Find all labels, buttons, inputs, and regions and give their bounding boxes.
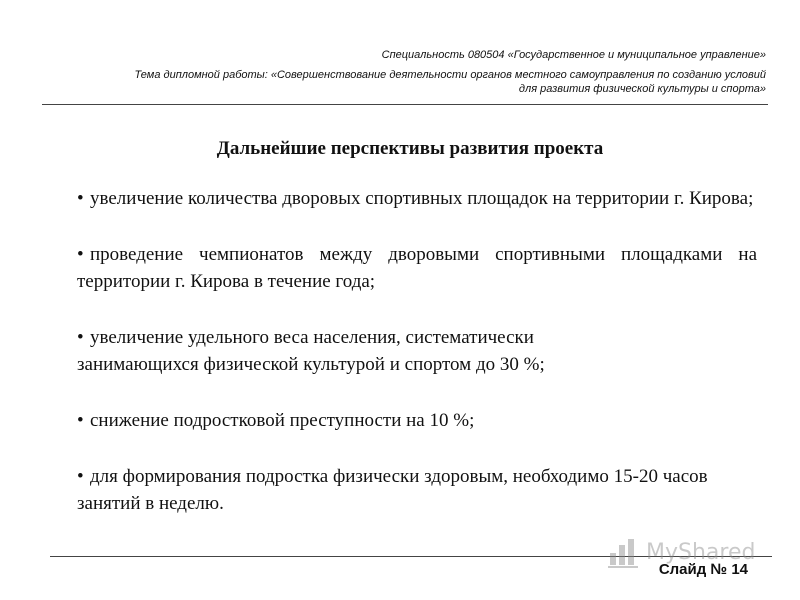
bullet-item <box>77 324 757 378</box>
bullet-text: снижение подростковой преступности на 10 %; <box>90 410 475 431</box>
topic-line-2: для развития физической культуры и спорта» <box>518 83 766 95</box>
bullet-dot-icon: • <box>77 188 84 209</box>
bullet-text: увеличение количества дворовых спортивных площадок на территории г. Кирова; <box>90 188 754 209</box>
specialty-line: Специальность 080504 «Государственное и муниципальное управление» <box>381 49 766 61</box>
bullet-list <box>77 185 757 546</box>
bullet-dot-icon: • <box>77 410 84 431</box>
bullet-text: для формирования подростка физически здоровым, необходимо 15-20 часов занятий в неделю. <box>77 466 708 514</box>
slide-title: Дальнейшие перспективы развития проекта <box>216 138 604 159</box>
bullet-item <box>77 463 757 517</box>
watermark-text: MyShared <box>646 539 756 565</box>
bullet-text: проведение чемпионатов между дворовыми спортивными площадками на территории г. Кирова в течение года; <box>77 244 757 292</box>
header-divider <box>42 104 768 105</box>
bullet-item <box>77 407 757 434</box>
slide-header <box>40 40 766 96</box>
bullet-item <box>77 241 757 295</box>
bullet-dot-icon: • <box>77 244 84 265</box>
topic-line-1: Тема дипломной работы: «Совершенствование деятельности органов местного самоуправления по созданию условий <box>134 69 766 81</box>
bullet-dot-icon: • <box>77 466 84 487</box>
bullet-item <box>77 185 757 212</box>
slide-number: Слайд № 14 <box>658 561 748 578</box>
bullet-dot-icon: • <box>77 327 84 348</box>
bullet-text: увеличение удельного веса населения, систематически занимающихся физической культурой и спортом до 30 %; <box>77 327 545 375</box>
bar-chart-icon <box>608 535 642 569</box>
